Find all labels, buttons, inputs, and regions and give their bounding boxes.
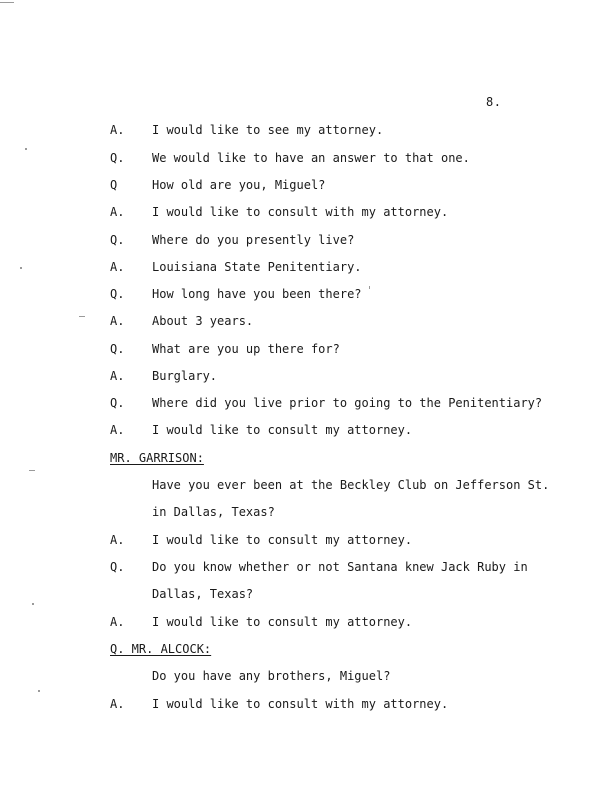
transcript-line bbox=[0, 122, 612, 138]
speaker-label: A. bbox=[110, 533, 125, 547]
scan-artifact bbox=[38, 690, 40, 692]
transcript-line bbox=[0, 150, 612, 166]
scan-artifact bbox=[0, 2, 14, 3]
transcript-line bbox=[0, 504, 612, 520]
transcript-line bbox=[0, 477, 612, 493]
speaker-label: Q. bbox=[110, 151, 125, 165]
transcript-line bbox=[0, 586, 612, 602]
speaker-heading bbox=[0, 450, 612, 466]
line-text: I would like to consult with my attorney. bbox=[152, 697, 449, 711]
transcript-line bbox=[0, 559, 612, 575]
speaker-label: A. bbox=[110, 123, 125, 137]
line-text: I would like to consult my attorney. bbox=[152, 423, 413, 437]
transcript-line bbox=[0, 532, 612, 548]
scan-artifact bbox=[32, 603, 34, 605]
speaker-label: A. bbox=[110, 697, 125, 711]
line-text: Do you have any brothers, Miguel? bbox=[152, 669, 391, 683]
transcript-line bbox=[0, 232, 612, 248]
speaker-label: Q. bbox=[110, 396, 125, 410]
line-text: Where did you live prior to going to the Penitentiary? bbox=[152, 396, 543, 410]
line-text: in Dallas, Texas? bbox=[152, 505, 275, 519]
transcript-line bbox=[0, 313, 612, 329]
speaker-label: A. bbox=[110, 369, 125, 383]
line-text: We would like to have an answer to that one. bbox=[152, 151, 470, 165]
speaker-label: Q. bbox=[110, 342, 125, 356]
transcript-line bbox=[0, 422, 612, 438]
speaker-label: Q. bbox=[110, 287, 125, 301]
speaker-label: A. bbox=[110, 205, 125, 219]
transcript-line bbox=[0, 368, 612, 384]
transcript-line bbox=[0, 395, 612, 411]
line-text: Burglary. bbox=[152, 369, 218, 383]
line-text: Have you ever been at the Beckley Club on Jefferson St. bbox=[152, 478, 550, 492]
scan-artifact bbox=[369, 286, 370, 289]
line-text: I would like to consult my attorney. bbox=[152, 533, 413, 547]
scan-artifact bbox=[25, 148, 27, 150]
transcript-line bbox=[0, 286, 612, 302]
line-text: About 3 years. bbox=[152, 314, 254, 328]
line-text: How long have you been there? bbox=[152, 287, 362, 301]
transcript-line bbox=[0, 204, 612, 220]
speaker-label: Q. bbox=[110, 233, 125, 247]
page-number: 8. bbox=[486, 95, 502, 109]
transcript-line bbox=[0, 259, 612, 275]
transcript-line bbox=[0, 614, 612, 630]
speaker-label: A. bbox=[110, 314, 125, 328]
line-text: What are you up there for? bbox=[152, 342, 340, 356]
transcript-line bbox=[0, 668, 612, 684]
line-text: Louisiana State Penitentiary. bbox=[152, 260, 362, 274]
line-text: Where do you presently live? bbox=[152, 233, 355, 247]
line-text: I would like to consult my attorney. bbox=[152, 615, 413, 629]
line-text: Do you know whether or not Santana knew Jack Ruby in bbox=[152, 560, 528, 574]
speaker-label: A. bbox=[110, 423, 125, 437]
line-text: Dallas, Texas? bbox=[152, 587, 254, 601]
line-text: I would like to see my attorney. bbox=[152, 123, 384, 137]
transcript-line bbox=[0, 341, 612, 357]
speaker-label: Q bbox=[110, 178, 118, 192]
scan-artifact bbox=[79, 316, 85, 317]
scan-artifact bbox=[29, 470, 35, 471]
speaker-label: A. bbox=[110, 260, 125, 274]
heading-garrison: MR. GARRISON: bbox=[110, 451, 204, 465]
speaker-heading bbox=[0, 641, 612, 657]
transcript-line bbox=[0, 696, 612, 712]
scan-artifact bbox=[20, 267, 22, 269]
transcript-line bbox=[0, 177, 612, 193]
line-text: How old are you, Miguel? bbox=[152, 178, 326, 192]
line-text: I would like to consult with my attorney. bbox=[152, 205, 449, 219]
speaker-label: Q. bbox=[110, 560, 125, 574]
heading-alcock: Q. MR. ALCOCK: bbox=[110, 642, 212, 656]
speaker-label: A. bbox=[110, 615, 125, 629]
